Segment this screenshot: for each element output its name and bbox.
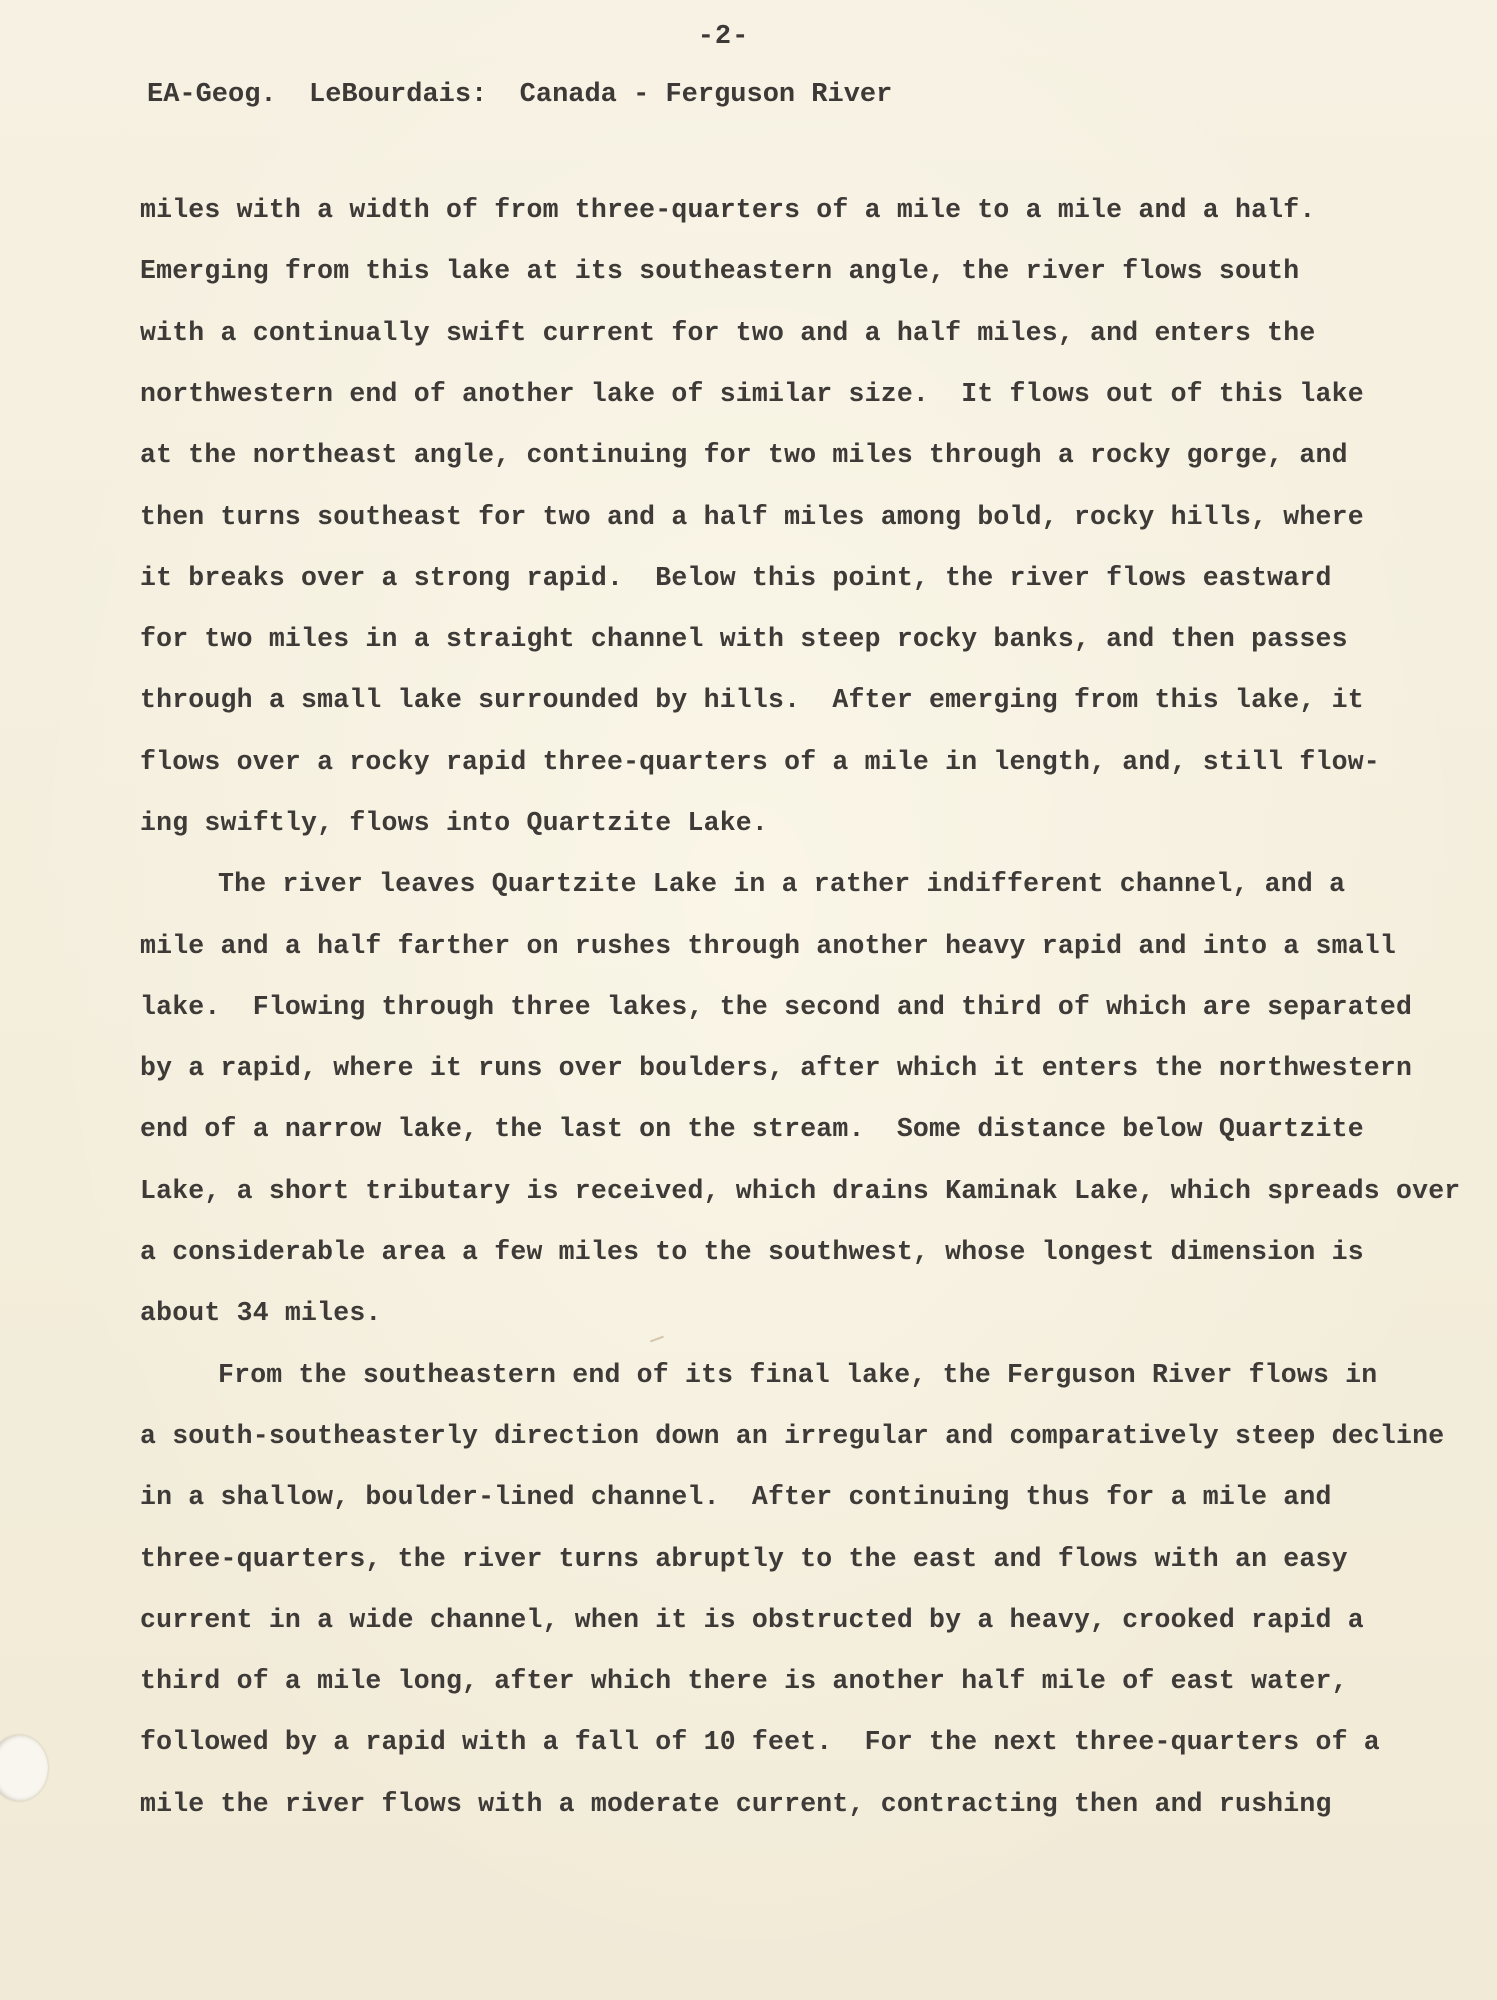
text-line: then turns southeast for two and a half miles among bold, rocky hills, where bbox=[140, 502, 1364, 532]
text-line: current in a wide channel, when it is obstructed by a heavy, crooked rapid a bbox=[140, 1605, 1364, 1635]
text-line: at the northeast angle, continuing for two miles through a rocky gorge, and bbox=[140, 440, 1348, 470]
text-line: mile and a half farther on rushes through another heavy rapid and into a small bbox=[140, 931, 1397, 961]
text-line: miles with a width of from three-quarters of a mile to a mile and a half. bbox=[140, 195, 1316, 225]
text-line: The river leaves Quartzite Lake in a rather indifferent channel, and a bbox=[218, 869, 1346, 899]
punch-hole bbox=[0, 1735, 48, 1801]
text-line: with a continually swift current for two and a half miles, and enters the bbox=[140, 318, 1316, 348]
text-line: third of a mile long, after which there is another half mile of east water, bbox=[140, 1666, 1348, 1696]
text-line: by a rapid, where it runs over boulders, after which it enters the northwestern bbox=[140, 1053, 1413, 1083]
text-line: ing swiftly, flows into Quartzite Lake. bbox=[140, 808, 769, 838]
text-line: in a shallow, boulder-lined channel. After continuing thus for a mile and bbox=[140, 1482, 1332, 1512]
text-line: followed by a rapid with a fall of 10 feet. For the next three-quarters of a bbox=[140, 1727, 1380, 1757]
text-line: about 34 miles. bbox=[140, 1298, 382, 1328]
text-line: lake. Flowing through three lakes, the second and third of which are separated bbox=[140, 992, 1413, 1022]
text-line: three-quarters, the river turns abruptly to the east and flows with an easy bbox=[140, 1544, 1348, 1574]
text-line: mile the river flows with a moderate current, contracting then and rushing bbox=[140, 1789, 1332, 1819]
text-line: it breaks over a strong rapid. Below this point, the river flows eastward bbox=[140, 563, 1332, 593]
page-number: -2- bbox=[697, 22, 750, 52]
text-line: for two miles in a straight channel with steep rocky banks, and then passes bbox=[140, 624, 1348, 654]
text-line: flows over a rocky rapid three-quarters of a mile in length, and, still flow- bbox=[140, 747, 1380, 777]
text-line: a south-southeasterly direction down an irregular and comparatively steep decline bbox=[140, 1421, 1445, 1451]
text-line: northwestern end of another lake of similar size. It flows out of this lake bbox=[140, 379, 1364, 409]
text-line: From the southeastern end of its final lake, the Ferguson River flows in bbox=[218, 1360, 1378, 1390]
document-header: EA-Geog. LeBourdais: Canada - Ferguson River bbox=[147, 80, 893, 110]
text-line: Lake, a short tributary is received, which drains Kaminak Lake, which spreads over bbox=[140, 1176, 1461, 1206]
ink-smudge bbox=[650, 1336, 664, 1343]
text-line: a considerable area a few miles to the southwest, whose longest dimension is bbox=[140, 1237, 1364, 1267]
text-line: through a small lake surrounded by hills. After emerging from this lake, it bbox=[140, 685, 1364, 715]
text-line: end of a narrow lake, the last on the stream. Some distance below Quartzite bbox=[140, 1114, 1364, 1144]
text-line: Emerging from this lake at its southeastern angle, the river flows south bbox=[140, 256, 1300, 286]
